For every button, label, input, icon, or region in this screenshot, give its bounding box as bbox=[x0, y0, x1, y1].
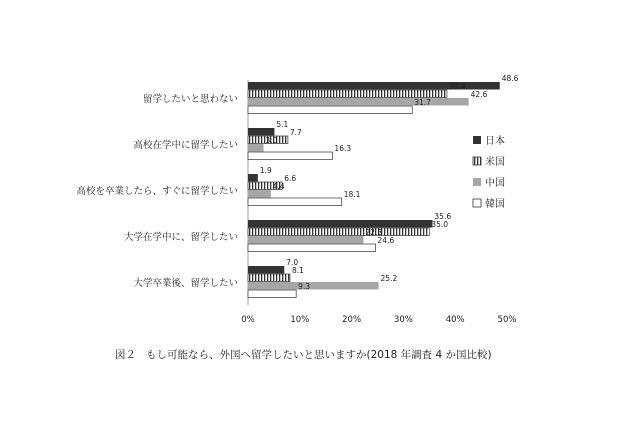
category-label: 大学在学中に、留学したい bbox=[123, 232, 238, 243]
figure-caption bbox=[115, 347, 502, 362]
data-label: 22.3 bbox=[365, 228, 383, 237]
data-label: 8.1 bbox=[291, 266, 304, 275]
legend-swatch bbox=[473, 199, 481, 207]
legend-swatch bbox=[473, 157, 481, 165]
data-label: 31.7 bbox=[414, 98, 431, 107]
bar bbox=[248, 282, 379, 290]
figure-number: 図２ bbox=[115, 349, 136, 361]
bar bbox=[248, 106, 412, 114]
bar bbox=[248, 244, 375, 252]
data-label: 35.0 bbox=[431, 220, 449, 229]
legend-swatch bbox=[473, 178, 481, 186]
data-label: 42.6 bbox=[470, 90, 488, 99]
bar bbox=[248, 174, 258, 182]
category-label: 高校在学中に留学したい bbox=[133, 140, 238, 151]
bar bbox=[248, 190, 271, 198]
x-tick-label: 0% bbox=[241, 315, 255, 325]
data-label: 7.0 bbox=[286, 258, 299, 267]
data-label: 48.6 bbox=[501, 74, 519, 83]
category-label: 留学したいと思わない bbox=[142, 94, 238, 105]
data-label: 5.1 bbox=[276, 120, 289, 129]
bar bbox=[248, 266, 284, 274]
data-label: 4.4 bbox=[272, 182, 285, 191]
data-label: 9.3 bbox=[298, 282, 311, 291]
x-tick-label: 20% bbox=[342, 315, 362, 325]
legend-swatch bbox=[473, 136, 481, 144]
category-label: 大学卒業後、留学したい bbox=[133, 278, 238, 289]
bar bbox=[248, 228, 429, 236]
data-label: 25.2 bbox=[380, 274, 398, 283]
bar bbox=[248, 198, 342, 206]
data-label: 18.1 bbox=[343, 190, 361, 199]
x-tick-label: 30% bbox=[393, 315, 413, 325]
bar bbox=[248, 290, 296, 298]
data-label: 1.9 bbox=[259, 166, 272, 175]
data-label: 38.4 bbox=[448, 82, 466, 91]
bar bbox=[248, 144, 264, 152]
legend-label: 中国 bbox=[485, 178, 505, 189]
x-tick-label: 40% bbox=[445, 315, 465, 325]
data-label: 7.7 bbox=[289, 128, 302, 137]
caption-text: もし可能なら、外国へ留学したいと思いますか(2018 年調査 4 か国比較) bbox=[146, 349, 492, 361]
bar bbox=[248, 152, 332, 160]
data-label: 16.3 bbox=[334, 144, 352, 153]
data-label: 24.6 bbox=[377, 236, 395, 245]
legend-label: 米国 bbox=[485, 157, 505, 168]
bar bbox=[248, 220, 432, 228]
legend-label: 日本 bbox=[485, 136, 505, 147]
bar bbox=[248, 98, 469, 106]
bar bbox=[248, 236, 364, 244]
bar bbox=[248, 90, 447, 98]
x-tick-label: 10% bbox=[290, 315, 310, 325]
data-label: 6.6 bbox=[284, 174, 297, 183]
category-label: 高校を卒業したら、すぐに留学したい bbox=[76, 186, 238, 197]
x-tick-label: 50% bbox=[497, 315, 517, 325]
bar bbox=[248, 274, 290, 282]
legend-label: 韓国 bbox=[485, 199, 505, 210]
bar bbox=[248, 128, 274, 136]
data-label: 3.0 bbox=[265, 136, 278, 145]
data-label: 35.6 bbox=[434, 212, 452, 221]
